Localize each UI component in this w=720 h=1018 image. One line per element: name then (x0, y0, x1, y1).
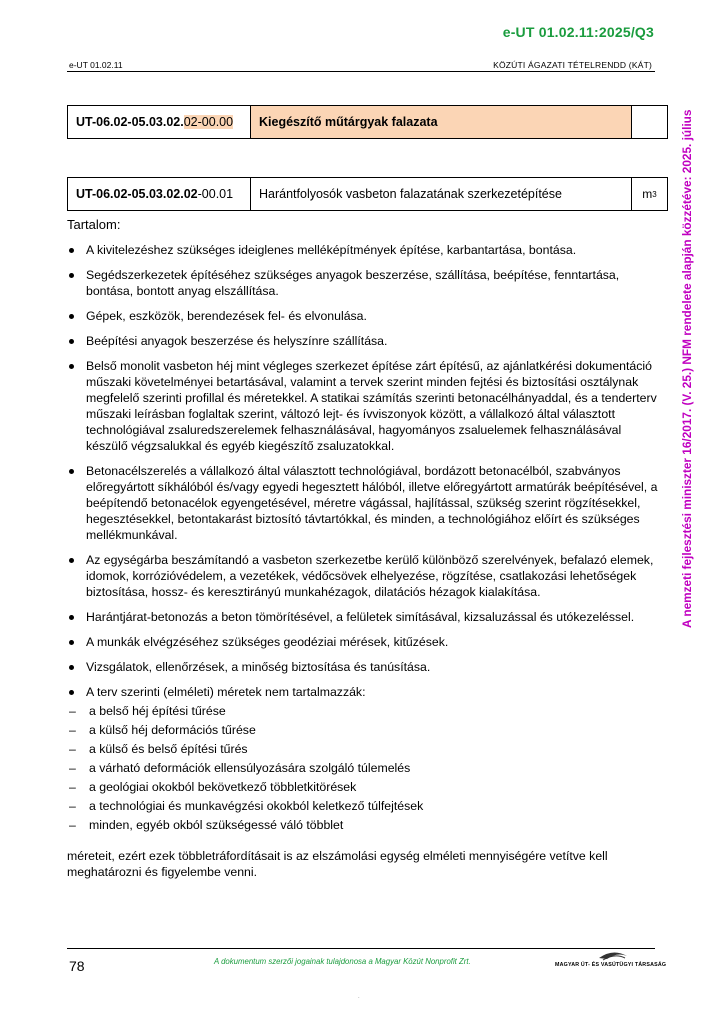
bullet-text: A terv szerinti (elméleti) méretek nem tartalmazzák: (86, 685, 366, 699)
bullet-dot (69, 558, 74, 563)
bullet-text: Az egységárba beszámítandó a vasbeton szerkezetbe kerülő különböző szerelvények, befalazó elemek, idomok, korrózióvédelem, a vezetékek, védőcsövek elhelyezése, rögzítése, csatlakozási lehetőségek biztosítása, hossz- és keresztirányú munkahézagok, dilatációs hézagok kialakítása. (86, 553, 654, 599)
bullet-text: A kivitelezéshez szükséges ideiglenes melléképítmények építése, karbantartása, bontása. (86, 243, 577, 257)
item-code-suffix: 02-00.00 (183, 115, 234, 129)
bullet-dot (69, 640, 74, 645)
subitem-title-cell: Harántfolyosók vasbeton falazatának szerkezetépítése (251, 178, 632, 210)
bullet-item (67, 634, 663, 650)
header-left-code: e-UT 01.02.11 (69, 60, 123, 70)
header-divider (67, 71, 655, 72)
copyright-note: A dokumentum szerzői jogainak tulajdonosa a Magyar Közút Nonprofit Zrt. (214, 957, 471, 966)
dash-text: a belső héj építési tűrése (89, 704, 226, 718)
document-code: e-UT 01.02.11:2025/Q3 (502, 24, 654, 40)
content-section (67, 217, 663, 880)
bullet-text: A munkák elvégzéséhez szükséges geodéziai mérések, kitűzések. (86, 635, 449, 649)
bullet-dot (69, 273, 74, 278)
page-number: 78 (69, 958, 85, 974)
company-logo-icon (555, 950, 653, 972)
bullet-text: Beépítési anyagok beszerzése és helyszínre szállítása. (86, 334, 388, 348)
bullet-item (67, 659, 663, 675)
subitem-code-suffix: -00.01 (197, 187, 234, 201)
subitem-code-cell (68, 178, 251, 210)
bullet-dot (69, 314, 74, 319)
dash-item (67, 703, 663, 722)
bullet-item (67, 463, 663, 543)
dash-text: a technológiai és munkavégzési okokból keletkező túlfejtések (89, 799, 424, 813)
bullet-dot (69, 469, 74, 474)
publication-side-note: A nemzeti fejlesztési miniszter 16/2017. (V. 25.) NFM rendelete alapján közzétéve: 2025. július (680, 109, 694, 628)
dash-text: a külső és belső építési tűrés (89, 742, 248, 756)
item-header-box (67, 105, 668, 139)
subitem-header-box (67, 177, 668, 211)
dash-text: a geológiai okokból bekövetkező többletkitörések (89, 780, 357, 794)
bullet-text: Segédszerkezetek építéséhez szükséges anyagok beszerzése, szállítása, beépítése, fenntartása, bontása, bontott anyag elszállítása. (86, 268, 620, 298)
header-right-title: KÖZÚTI ÁGAZATI TÉTELRENDD (KÁT) (493, 60, 652, 70)
dash-item (67, 779, 663, 798)
footer-divider (67, 948, 655, 949)
dash-marker: – (69, 761, 76, 775)
bullet-item (67, 242, 663, 258)
dash-item (67, 760, 663, 779)
closing-paragraph: méreteit, ezért ezek többletráfordításait is az elszámolási egység elméleti mennyiségére vetítve kell meghatározni és figyelembe venni. (67, 849, 608, 879)
bullet-dot (69, 364, 74, 369)
bottom-mark: . (358, 994, 360, 1000)
bullet-item (67, 267, 663, 299)
item-title-cell: Kiegészítő műtárgyak falazata (251, 106, 632, 138)
dash-marker: – (69, 799, 76, 813)
dash-marker: – (69, 742, 76, 756)
bullet-text: Harántjárat-betonozás a beton tömörítésével, a felületek simításával, kizsaluzással és utókezeléssel. (86, 610, 635, 624)
bullet-dot (69, 665, 74, 670)
bullet-dot (69, 690, 74, 695)
dash-item (67, 817, 663, 836)
content-intro: Tartalom: (67, 217, 121, 232)
dash-marker: – (69, 818, 76, 832)
bullet-item (67, 333, 663, 349)
dash-text: a várható deformációk ellensúlyozására szolgáló túlemelés (89, 761, 411, 775)
unit-base: m (642, 187, 653, 201)
bullet-dot (69, 615, 74, 620)
subitem-code-prefix: UT-06.02-05.03.02.02 (76, 187, 198, 201)
bullet-text: Vizsgálatok, ellenőrzések, a minőség biztosítása és tanúsítása. (86, 660, 431, 674)
bullet-text: Gépek, eszközök, berendezések fel- és elvonulása. (86, 309, 367, 323)
bullet-item (67, 684, 663, 700)
bullet-item (67, 609, 663, 625)
subitem-unit-cell (632, 178, 667, 210)
dash-marker: – (69, 723, 76, 737)
bullet-item (67, 358, 663, 454)
dash-text: minden, egyéb okból szükségessé váló többlet (89, 818, 344, 832)
item-code-cell (68, 106, 251, 138)
item-code-prefix: UT-06.02-05.03.02. (76, 115, 184, 129)
dash-item (67, 798, 663, 817)
dash-item (67, 741, 663, 760)
dash-marker: – (69, 780, 76, 794)
bullet-dot (69, 248, 74, 253)
bullet-dot (69, 339, 74, 344)
bullet-item (67, 552, 663, 600)
bullet-item (67, 308, 663, 324)
item-unit-cell (632, 106, 667, 138)
dash-text: a külső héj deformációs tűrése (89, 723, 256, 737)
company-logo-text: MAGYAR ÚT- ÉS VASÚTÜGYI TÁRSASÁG (555, 962, 667, 968)
bullet-text: Belső monolit vasbeton héj mint végleges szerkezet építése zárt építésű, az ajánlatkérési dokumentáció műszaki követelményei betartásával, valamint a tervek szerint minden fejtési és biztosítási osztálynak megfelelő szerinti profillal és méretekkel. A statikai számítás szerinti betonacélhányaddal, és a tenderterv műszaki leírásban foglaltak szerint, változó lejt- és ívviszonyok között, a vállalkozó által választott technológiával zsaluredszerelemek felhasználásával, hagyományos zsaluelemek felhasználásával készülő végzsalukkal és egyéb kiegészítő zsaluzatokkal. (86, 359, 657, 453)
dash-item (67, 722, 663, 741)
unit-exponent: 3 (652, 189, 657, 199)
bullet-text: Betonacélszerelés a vállalkozó által választott technológiával, bordázott betonacélból, szabványos előregyártott síkhálóból és/vagy egyedi hegesztett hálóból, illetve előregyártott armatúrák beépítésével, a beépítendő betonacélok egyengetésével, méretre vágással, hajlítással, szükség szerint rögzítésekkel, hegesztésekkel, betontakarást biztosító távtartókkal, és minden, a technológiához előírt és szükséges mellékmunkával. (86, 464, 658, 542)
dash-marker: – (69, 704, 76, 718)
